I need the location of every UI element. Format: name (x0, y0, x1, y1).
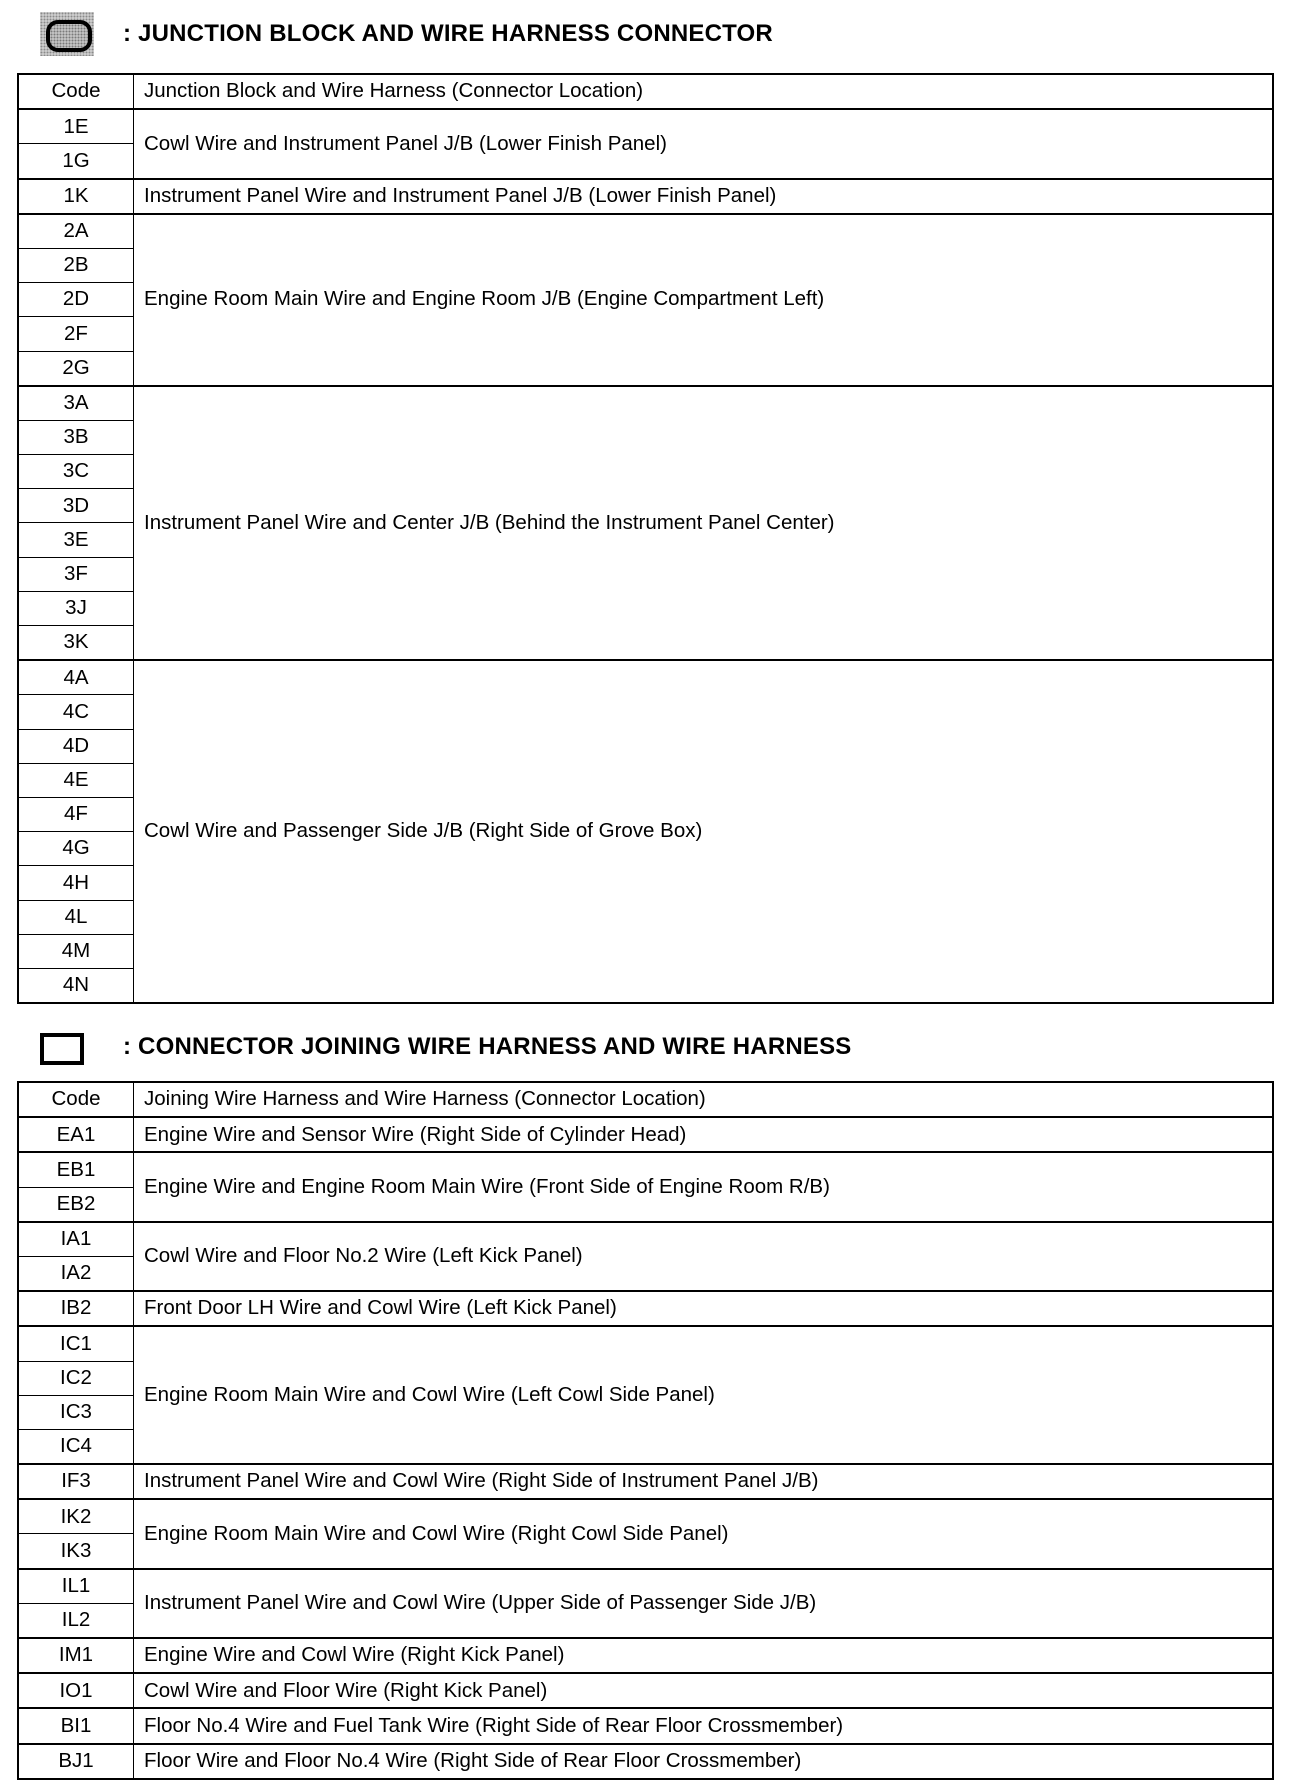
connector-code: 3F (18, 557, 134, 591)
table-row (18, 660, 1273, 695)
connector-code: 3D (18, 489, 134, 523)
table-row (18, 1152, 1273, 1187)
connector-description: Engine Room Main Wire and Cowl Wire (Left Cowl Side Panel) (134, 1326, 1274, 1464)
connector-code: 2F (18, 317, 134, 351)
connector-code: 4G (18, 832, 134, 866)
connector-description: Cowl Wire and Floor No.2 Wire (Left Kick Panel) (134, 1222, 1274, 1291)
connector-code: 3A (18, 386, 134, 421)
connector-code: IL2 (18, 1603, 134, 1638)
connector-code: 1K (18, 179, 134, 214)
table-row (18, 386, 1273, 421)
table-row (18, 1117, 1273, 1152)
connector-code: 4L (18, 900, 134, 934)
connector-code: 3J (18, 591, 134, 625)
connector-code: IC3 (18, 1395, 134, 1429)
table-row (18, 1569, 1273, 1604)
connector-description: Instrument Panel Wire and Instrument Panel J/B (Lower Finish Panel) (134, 179, 1274, 214)
connector-code: EB1 (18, 1152, 134, 1187)
connector-code: IC2 (18, 1361, 134, 1395)
connector-code: 4F (18, 797, 134, 831)
connector-code: 2D (18, 283, 134, 317)
connector-description: Cowl Wire and Floor Wire (Right Kick Panel) (134, 1673, 1274, 1708)
connector-code: BJ1 (18, 1744, 134, 1779)
connector-code: 4N (18, 968, 134, 1003)
connector-code: IL1 (18, 1569, 134, 1604)
connector-code: BI1 (18, 1708, 134, 1743)
connector-code: 4M (18, 934, 134, 968)
connector-code: 4A (18, 660, 134, 695)
connector-code: 3K (18, 626, 134, 661)
connector-code: 4C (18, 695, 134, 729)
connector-code: 4D (18, 729, 134, 763)
connector-description: Floor Wire and Floor No.4 Wire (Right Side of Rear Floor Crossmember) (134, 1744, 1274, 1779)
connector-description: Engine Room Main Wire and Engine Room J/B (Engine Compartment Left) (134, 214, 1274, 386)
section-title-label: : JUNCTION BLOCK AND WIRE HARNESS CONNECTOR (123, 20, 773, 47)
connector-code: 1G (18, 144, 134, 179)
connector-description: Cowl Wire and Passenger Side J/B (Right Side of Grove Box) (134, 660, 1274, 1003)
connector-description: Instrument Panel Wire and Cowl Wire (Right Side of Instrument Panel J/B) (134, 1464, 1274, 1499)
connector-code: IA1 (18, 1222, 134, 1257)
connector-description: Cowl Wire and Instrument Panel J/B (Lower Finish Panel) (134, 109, 1274, 178)
connector-description: Floor No.4 Wire and Fuel Tank Wire (Right Side of Rear Floor Crossmember) (134, 1708, 1274, 1743)
connector-code: EA1 (18, 1117, 134, 1152)
connector-code: IM1 (18, 1638, 134, 1673)
connector-description: Engine Wire and Engine Room Main Wire (Front Side of Engine Room R/B) (134, 1152, 1274, 1221)
connector-description: Engine Room Main Wire and Cowl Wire (Right Cowl Side Panel) (134, 1499, 1274, 1568)
table-header-row (18, 74, 1273, 109)
header-code: Code (18, 1082, 134, 1117)
connector-code: 2B (18, 248, 134, 282)
connector-code: IO1 (18, 1673, 134, 1708)
connector-code: 3B (18, 420, 134, 454)
header-description: Joining Wire Harness and Wire Harness (Connector Location) (134, 1082, 1274, 1117)
header-description: Junction Block and Wire Harness (Connector Location) (134, 74, 1274, 109)
connector-code: 1E (18, 109, 134, 144)
table-row (18, 179, 1273, 214)
connector-description: Engine Wire and Sensor Wire (Right Side of Cylinder Head) (134, 1117, 1274, 1152)
connector-table (17, 1081, 1274, 1780)
connector-icon (40, 1033, 84, 1065)
junction-block-table (17, 73, 1274, 1004)
table-row (18, 214, 1273, 249)
connector-code: EB2 (18, 1187, 134, 1222)
connector-code: 3C (18, 455, 134, 489)
connector-description: Instrument Panel Wire and Cowl Wire (Upper Side of Passenger Side J/B) (134, 1569, 1274, 1638)
connector-code: IK3 (18, 1534, 134, 1569)
connector-code: 4E (18, 763, 134, 797)
table-row (18, 1744, 1273, 1779)
connector-code: 3E (18, 523, 134, 557)
connector-code: IB2 (18, 1291, 134, 1326)
table-row (18, 1291, 1273, 1326)
connector-description: Instrument Panel Wire and Center J/B (Behind the Instrument Panel Center) (134, 386, 1274, 661)
connector-code: 2G (18, 351, 134, 386)
table-row (18, 1464, 1273, 1499)
table-row (18, 1638, 1273, 1673)
table-row (18, 1708, 1273, 1743)
connector-code: IK2 (18, 1499, 134, 1534)
table-row (18, 109, 1273, 144)
section-title-label: : CONNECTOR JOINING WIRE HARNESS AND WIRE HARNESS (123, 1033, 852, 1060)
junction-block-icon (40, 12, 94, 56)
connector-code: 2A (18, 214, 134, 249)
connector-code: 4H (18, 866, 134, 900)
connector-code: IC4 (18, 1429, 134, 1464)
header-code: Code (18, 74, 134, 109)
table-row (18, 1499, 1273, 1534)
table-row (18, 1326, 1273, 1361)
connector-description: Engine Wire and Cowl Wire (Right Kick Panel) (134, 1638, 1274, 1673)
table-row (18, 1673, 1273, 1708)
connector-code: IA2 (18, 1256, 134, 1291)
table-header-row (18, 1082, 1273, 1117)
table-row (18, 1222, 1273, 1257)
connector-code: IC1 (18, 1326, 134, 1361)
connector-code: IF3 (18, 1464, 134, 1499)
connector-description: Front Door LH Wire and Cowl Wire (Left Kick Panel) (134, 1291, 1274, 1326)
